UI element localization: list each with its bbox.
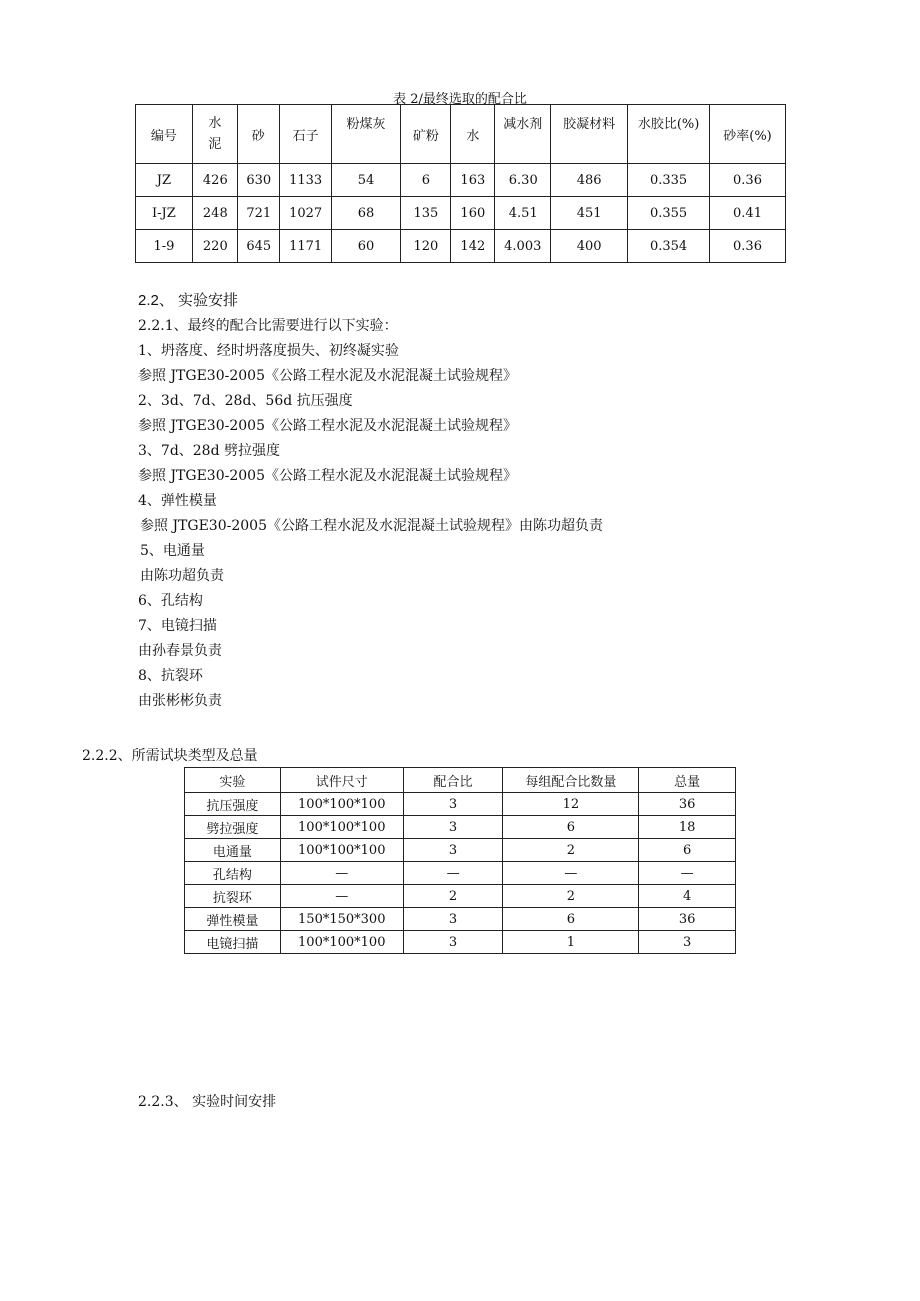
- table-row: [185, 816, 736, 839]
- cell: 426: [192, 164, 237, 197]
- cell: 68: [331, 197, 401, 230]
- cell: 6.30: [495, 164, 551, 197]
- list-item: 参照 JTGE30-2005《公路工程水泥及水泥混凝土试验规程》: [138, 368, 517, 384]
- header-cell-line: 水: [208, 116, 222, 131]
- table-row: [185, 908, 736, 931]
- table-header-row: [185, 768, 736, 793]
- cell: 630: [237, 164, 279, 197]
- list-item: 1、坍落度、经时坍落度损失、初终凝实验: [138, 343, 399, 359]
- cell: 2: [503, 839, 639, 862]
- cell: 451: [551, 197, 628, 230]
- cell: 60: [331, 230, 401, 263]
- cell: 0.36: [710, 164, 786, 197]
- list-item: 3、7d、28d 劈拉强度: [138, 443, 281, 459]
- cell: 220: [192, 230, 237, 263]
- cell: 0.41: [710, 197, 786, 230]
- mix-ratio-table: [135, 104, 786, 263]
- cell: 1133: [279, 164, 331, 197]
- subsection-title: 2.2.3、 实验时间安排: [138, 1094, 277, 1110]
- list-item: 由张彬彬负责: [138, 693, 222, 709]
- cell: 150*150*300: [280, 908, 403, 931]
- list-item: 5、电通量: [140, 543, 205, 559]
- cell: 电镜扫描: [185, 931, 281, 954]
- table-row: [185, 862, 736, 885]
- list-item: 参照 JTGE30-2005《公路工程水泥及水泥混凝土试验规程》由陈功超负责: [140, 518, 603, 534]
- table-row: [136, 164, 786, 197]
- header-cell: 粉煤灰: [331, 105, 401, 164]
- cell: 12: [503, 793, 639, 816]
- cell: 721: [237, 197, 279, 230]
- header-cell: 矿粉: [401, 105, 451, 164]
- section-heading: 2.2、 实验安排: [138, 292, 239, 309]
- specimen-table: [184, 767, 736, 954]
- cell: —: [280, 862, 403, 885]
- subsection-title: 2.2.2、所需试块类型及总量: [82, 748, 258, 764]
- cell: 0.354: [628, 230, 710, 263]
- cell: 0.36: [710, 230, 786, 263]
- cell: 4.003: [495, 230, 551, 263]
- cell: 4: [639, 885, 736, 908]
- header-cell: 试件尺寸: [280, 768, 403, 793]
- cell: JZ: [136, 164, 193, 197]
- cell: 0.355: [628, 197, 710, 230]
- table-row: [185, 839, 736, 862]
- cell: 160: [451, 197, 495, 230]
- cell: 3: [403, 793, 503, 816]
- header-cell: 减水剂: [495, 105, 551, 164]
- header-cell-line: 泥: [208, 137, 222, 152]
- list-item: 7、电镜扫描: [138, 618, 217, 634]
- header-cell: 配合比: [403, 768, 503, 793]
- cell: 36: [639, 908, 736, 931]
- list-item: 参照 JTGE30-2005《公路工程水泥及水泥混凝土试验规程》: [138, 468, 517, 484]
- cell: 1171: [279, 230, 331, 263]
- header-cell: 胶凝材料: [551, 105, 628, 164]
- header-cell: 石子: [279, 105, 331, 164]
- cell: 135: [401, 197, 451, 230]
- cell: 100*100*100: [280, 816, 403, 839]
- cell: 142: [451, 230, 495, 263]
- cell: 54: [331, 164, 401, 197]
- cell: I-JZ: [136, 197, 193, 230]
- cell: 抗裂环: [185, 885, 281, 908]
- cell: —: [503, 862, 639, 885]
- list-item: 2、3d、7d、28d、56d 抗压强度: [138, 393, 353, 409]
- header-cell: 每组配合比数量: [503, 768, 639, 793]
- cell: 18: [639, 816, 736, 839]
- header-cell: [192, 105, 237, 164]
- subsection-title: 2.2.1、最终的配合比需要进行以下实验：: [138, 318, 398, 334]
- table-row: [185, 931, 736, 954]
- list-item: 8、抗裂环: [138, 668, 203, 684]
- table-row: [136, 197, 786, 230]
- cell: 163: [451, 164, 495, 197]
- header-cell: 砂: [237, 105, 279, 164]
- cell: 6: [401, 164, 451, 197]
- cell: 弹性模量: [185, 908, 281, 931]
- cell: —: [280, 885, 403, 908]
- cell: 3: [403, 931, 503, 954]
- cell: 6: [503, 816, 639, 839]
- list-item: 4、弹性模量: [138, 493, 217, 509]
- table-header-row: [136, 105, 786, 164]
- cell: 1-9: [136, 230, 193, 263]
- cell: 400: [551, 230, 628, 263]
- cell: 36: [639, 793, 736, 816]
- cell: 486: [551, 164, 628, 197]
- header-cell: 编号: [136, 105, 193, 164]
- cell: 6: [503, 908, 639, 931]
- header-cell: 砂率(%): [710, 105, 786, 164]
- cell: 电通量: [185, 839, 281, 862]
- table-row: [185, 885, 736, 908]
- cell: 抗压强度: [185, 793, 281, 816]
- table-row: [185, 793, 736, 816]
- cell: 100*100*100: [280, 839, 403, 862]
- table-row: [136, 230, 786, 263]
- header-cell: 实验: [185, 768, 281, 793]
- cell: —: [403, 862, 503, 885]
- list-item: 由孙春景负责: [138, 643, 222, 659]
- cell: 1: [503, 931, 639, 954]
- cell: 3: [403, 816, 503, 839]
- header-cell: 水胶比(%): [628, 105, 710, 164]
- header-cell: 总量: [639, 768, 736, 793]
- cell: 4.51: [495, 197, 551, 230]
- list-item: 由陈功超负责: [140, 568, 224, 584]
- cell: —: [639, 862, 736, 885]
- cell: 120: [401, 230, 451, 263]
- cell: 3: [639, 931, 736, 954]
- cell: 2: [503, 885, 639, 908]
- list-item: 6、孔结构: [138, 593, 203, 609]
- cell: 孔结构: [185, 862, 281, 885]
- header-cell: 水: [451, 105, 495, 164]
- table1-caption: 表 2/最终选取的配合比: [393, 92, 527, 107]
- cell: 100*100*100: [280, 793, 403, 816]
- cell: 1027: [279, 197, 331, 230]
- cell: 645: [237, 230, 279, 263]
- cell: 0.335: [628, 164, 710, 197]
- cell: 6: [639, 839, 736, 862]
- cell: 100*100*100: [280, 931, 403, 954]
- cell: 3: [403, 908, 503, 931]
- list-item: 参照 JTGE30-2005《公路工程水泥及水泥混凝土试验规程》: [138, 418, 517, 434]
- cell: 248: [192, 197, 237, 230]
- cell: 3: [403, 839, 503, 862]
- cell: 劈拉强度: [185, 816, 281, 839]
- cell: 2: [403, 885, 503, 908]
